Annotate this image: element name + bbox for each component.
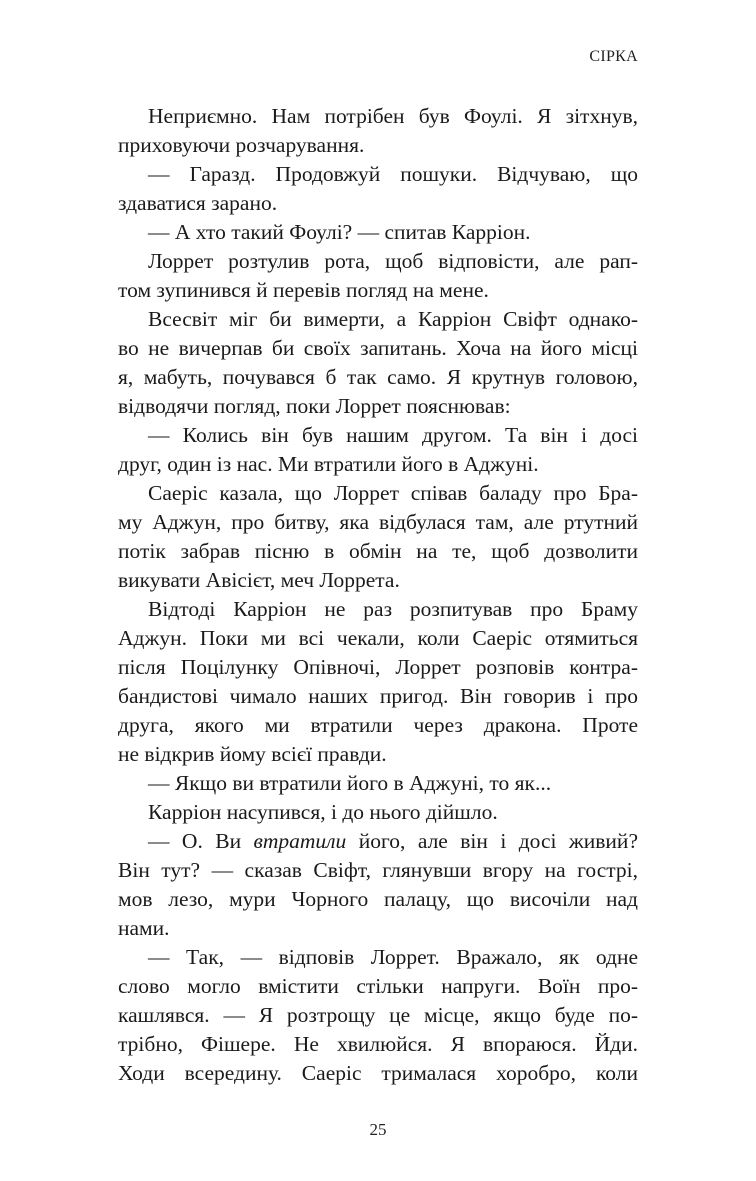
text-line: Лоррет розтулив рота, щоб відповісти, але рап- [148, 249, 638, 273]
text-line: Аджун. Поки ми всі чекали, коли Саеріс отямиться [118, 626, 638, 650]
text-line: Карріон насупився, і до нього дійшло. [148, 800, 498, 824]
text-line: друга, якого ми втратили через дракона. Проте [118, 713, 638, 737]
text-line: Він тут? — сказав Свіфт, глянувши вгору на гострі, [118, 858, 638, 882]
text-line: відводячи погляд, поки Лоррет пояснював: [118, 394, 511, 418]
text-line: — Так, — відповів Лоррет. Вражало, як одне [148, 945, 638, 969]
page-number: 25 [369, 1120, 387, 1139]
text-line: приховуючи розчарування. [118, 133, 365, 157]
text-line: — А хто такий Фоулі? — спитав Карріон. [148, 220, 531, 244]
text-line: здаватися зарано. [118, 191, 278, 215]
text-line: му Аджун, про битву, яка відбулася там, але ртутний [118, 510, 638, 534]
text-line: нами. [118, 916, 170, 940]
text-line: друг, один із нас. Ми втратили його в Аджуні. [118, 452, 539, 476]
text-line: викувати Авісієт, меч Лоррета. [118, 568, 400, 592]
running-head-title: СІРКА [589, 48, 638, 65]
text-line: том зупинився й перевів погляд на мене. [118, 278, 489, 302]
text-line: — Колись він був нашим другом. Та він і досі [148, 423, 638, 447]
text-line: не відкрив йому всієї правди. [118, 742, 387, 766]
text-line: Ходи всередину. Саеріс трималася хоробро, коли [118, 1061, 638, 1085]
text-line: Неприємно. Нам потрібен був Фоулі. Я зітхнув, [148, 104, 638, 128]
text-line: — Якщо ви втратили його в Аджуні, то як... [148, 771, 552, 795]
text-line: потік забрав пісню в обмін на те, щоб дозволити [118, 539, 638, 563]
text-line: Всесвіт міг би вимерти, а Карріон Свіфт однако- [148, 307, 638, 331]
emphasis-text: втратили [253, 829, 347, 853]
text-segment: — О. Ви [148, 829, 254, 853]
text-line: Відтоді Карріон не раз розпитував про Браму [148, 597, 638, 621]
text-line: після Поцілунку Опівночі, Лоррет розповів контра- [118, 655, 638, 679]
text-line: я, мабуть, почувався б так само. Я крутнув головою, [118, 365, 638, 389]
text-line [118, 827, 638, 856]
text-segment: його, але він і досі живий? [346, 829, 638, 853]
text-line: кашлявся. — Я розтрощу це місце, якщо буде по- [118, 1003, 638, 1027]
text-line: во не вичерпав би своїх запитань. Хоча на його місці [118, 336, 638, 360]
text-line: трібно, Фішере. Не хвилюйся. Я впораюся. Йди. [118, 1032, 638, 1056]
text-line: мов лезо, мури Чорного палацу, що височіли над [118, 887, 638, 911]
text-line: Саеріс казала, що Лоррет співав баладу про Бра- [148, 481, 638, 505]
text-line: слово могло вмістити стільки напруги. Воїн про- [118, 974, 638, 998]
text-line: — Гаразд. Продовжуй пошуки. Відчуваю, що [148, 162, 638, 186]
text-line: бандистові чимало наших пригод. Він говорив і про [118, 684, 638, 708]
body-text [118, 102, 638, 1088]
